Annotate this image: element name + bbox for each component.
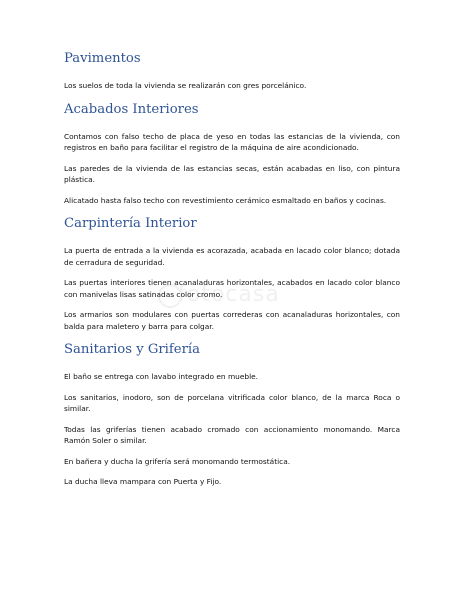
paragraph: El baño se entrega con lavabo integrado en mueble.: [64, 372, 259, 381]
section-heading-pavimentos: Pavimentos: [64, 51, 141, 66]
paragraph: Las paredes de la vivienda de las estancias secas, están acabadas en liso, con pintura plástica.: [64, 163, 400, 184]
paragraph: Los sanitarios, inodoro, son de porcelana vitrificada color blanco, de la marca Roca o similar.: [64, 392, 400, 413]
paragraph: La ducha lleva mampara con Puerta y Fijo.: [64, 477, 222, 486]
paragraph: Todas las griferías tienen acabado cromado con accionamiento monomando. Marca Ramón Soler o similar.: [64, 424, 400, 445]
section-heading-acabados-interiores: Acabados Interiores: [64, 101, 199, 117]
paragraph: Los armarios son modulares con puertas correderas con acanaladuras horizontales, con balda para maletero y barra para colgar.: [64, 310, 400, 331]
document-body: [64, 50, 400, 488]
paragraph: Contamos con falso techo de placa de yeso en todas las estancias de la vivienda, con registros en baño para facilitar el registro de la máquina de aire acondicionado.: [64, 131, 400, 152]
paragraph: Las puertas interiores tienen acanaladuras horizontales, acabados en lacado color blanco con manivelas lisas satinadas color cromo.: [64, 278, 400, 299]
section-heading-sanitarios-griferia: Sanitarios y Grifería: [64, 342, 200, 357]
watermark-text: fotocasa: [178, 282, 280, 307]
section-heading-carpinteria-interior: Carpintería Interior: [64, 216, 197, 231]
paragraph: Alicatado hasta falso techo con revestimiento cerámico esmaltado en baños y cocinas.: [64, 195, 387, 205]
paragraph: Los suelos de toda la vivienda se realizarán con gres porcelánico.: [64, 81, 307, 90]
paragraph: En bañera y ducha la grifería será monomando termostática.: [64, 456, 291, 466]
paragraph: La puerta de entrada a la vivienda es acorazada, acabada en lacado color blanco; dotada de cerradura de seguridad.: [64, 246, 400, 267]
